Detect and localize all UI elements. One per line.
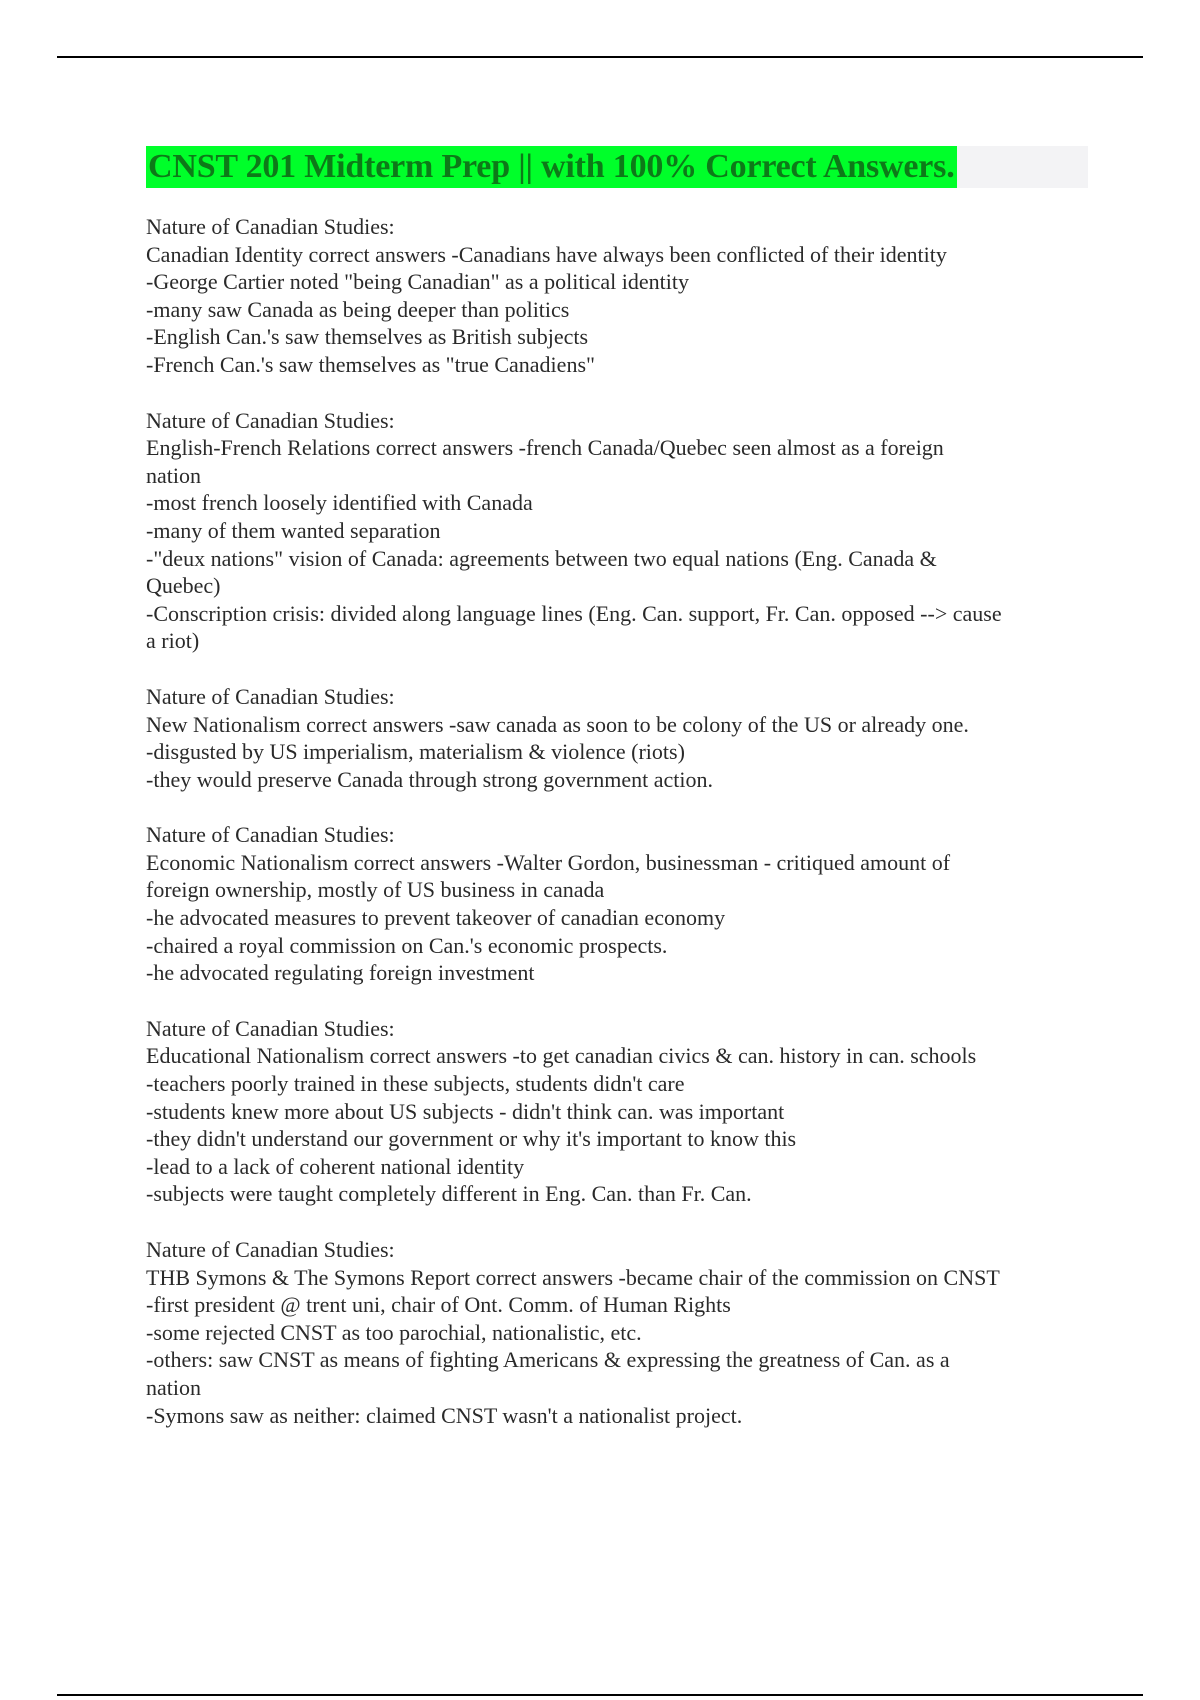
section-economic-nationalism — [146, 821, 1091, 987]
answer-line: -English Can.'s saw themselves as British subjects — [146, 324, 589, 350]
answer-line: nation — [146, 462, 201, 488]
answer-line: -most french loosely identified with Canada — [146, 490, 533, 516]
section-heading: Nature of Canadian Studies: — [146, 822, 395, 848]
answer-line: Canadian Identity correct answers -Canadians have always been conflicted of their identity — [146, 241, 947, 267]
section-new-nationalism — [146, 683, 1091, 793]
answer-line: -lead to a lack of coherent national identity — [146, 1153, 525, 1179]
answer-line: -George Cartier noted "being Canadian" as a political identity — [146, 269, 689, 295]
answer-line: nation — [146, 1374, 201, 1400]
answer-line: -disgusted by US imperialism, materialism & violence (riots) — [146, 739, 685, 765]
section-educational-nationalism — [146, 1015, 1091, 1208]
page-top-rule — [57, 56, 1143, 58]
answer-line: foreign ownership, mostly of US business in canada — [146, 877, 605, 903]
answer-line: -chaired a royal commission on Can.'s economic prospects. — [146, 932, 668, 958]
section-heading: Nature of Canadian Studies: — [146, 683, 395, 709]
document-title: CNST 201 Midterm Prep || with 100% Correct Answers. — [146, 146, 957, 188]
answer-line: -they would preserve Canada through strong government action. — [146, 766, 713, 792]
answer-line: -subjects were taught completely different in Eng. Can. than Fr. Can. — [146, 1181, 752, 1207]
answer-line: Quebec) — [146, 573, 221, 599]
page-bottom-rule — [57, 1694, 1143, 1696]
section-heading: Nature of Canadian Studies: — [146, 1015, 395, 1041]
section-heading: Nature of Canadian Studies: — [146, 1237, 395, 1262]
answer-line: Educational Nationalism correct answers -to get canadian civics & can. history in can. schools — [146, 1043, 977, 1069]
section-symons-report — [146, 1236, 1091, 1429]
answer-line: THB Symons & The Symons Report correct answers -became chair of the commission on CNST — [146, 1264, 1000, 1290]
section-canadian-identity — [146, 213, 1091, 379]
answer-line: -teachers poorly trained in these subjects, students didn't care — [146, 1071, 685, 1097]
answer-line: a riot) — [146, 628, 200, 654]
answer-line: Economic Nationalism correct answers -Walter Gordon, businessman - critiqued amount of — [146, 849, 951, 875]
section-english-french-relations — [146, 407, 1091, 655]
answer-line: -many of them wanted separation — [146, 517, 441, 543]
answer-line: -they didn't understand our government or why it's important to know this — [146, 1126, 797, 1152]
answer-line: -"deux nations" vision of Canada: agreements between two equal nations (Eng. Canada & — [146, 545, 937, 571]
section-heading: Nature of Canadian Studies: — [146, 214, 395, 239]
answer-line: -others: saw CNST as means of fighting Americans & expressing the greatness of Can. as a — [146, 1347, 950, 1373]
answer-line: -he advocated measures to prevent takeover of canadian economy — [146, 905, 726, 931]
answer-line: -Symons saw as neither: claimed CNST wasn't a nationalist project. — [146, 1402, 743, 1428]
answer-line: -Conscription crisis: divided along language lines (Eng. Can. support, Fr. Can. opposed --> cause — [146, 600, 1002, 626]
document-body — [146, 213, 1091, 1457]
answer-line: -he advocated regulating foreign investment — [146, 960, 535, 986]
answer-line: -French Can.'s saw themselves as "true Canadiens" — [146, 351, 595, 377]
answer-line: -some rejected CNST as too parochial, nationalistic, etc. — [146, 1319, 642, 1345]
answer-line: -students knew more about US subjects - didn't think can. was important — [146, 1098, 785, 1124]
answer-line: English-French Relations correct answers -french Canada/Quebec seen almost as a foreign — [146, 435, 944, 461]
answer-line: -many saw Canada as being deeper than politics — [146, 296, 570, 322]
answer-line: -first president @ trent uni, chair of Ont. Comm. of Human Rights — [146, 1292, 731, 1318]
section-heading: Nature of Canadian Studies: — [146, 407, 395, 433]
answer-line: New Nationalism correct answers -saw canada as soon to be colony of the US or already one. — [146, 711, 969, 737]
